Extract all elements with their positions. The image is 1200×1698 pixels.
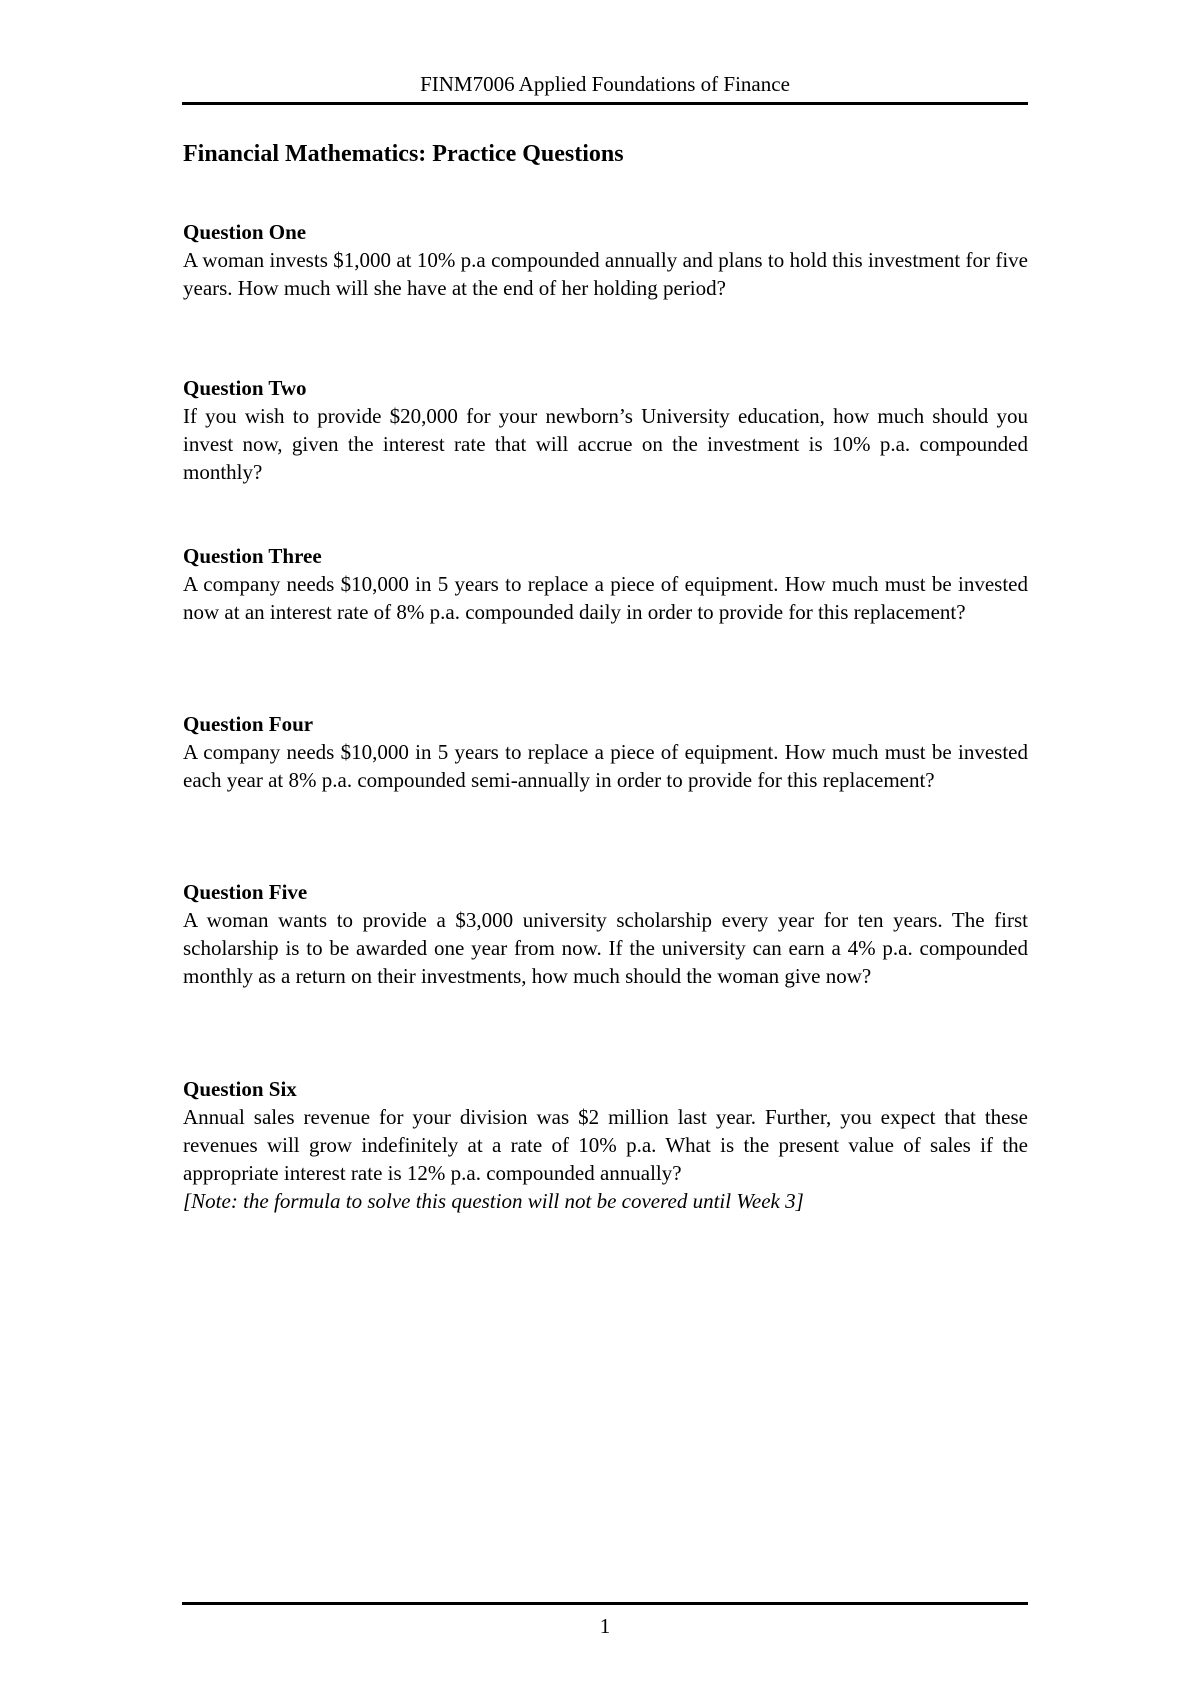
question-note: [Note: the formula to solve this question will not be covered until Week 3] bbox=[183, 1189, 804, 1213]
footer-rule bbox=[182, 1602, 1028, 1605]
question-heading: Question Four bbox=[183, 712, 314, 736]
question-four bbox=[183, 710, 1028, 794]
question-body: A company needs $10,000 in 5 years to replace a piece of equipment. How much must be invested each year at 8% p.a. compounded semi-annually in order to provide for this replacement? bbox=[183, 740, 1028, 792]
question-body: A company needs $10,000 in 5 years to replace a piece of equipment. How much must be invested now at an interest rate of 8% p.a. compounded daily in order to provide for this replacement? bbox=[183, 572, 1028, 624]
question-body: If you wish to provide $20,000 for your newborn’s University education, how much should you invest now, given the interest rate that will accrue on the investment is 10% p.a. compounded monthly? bbox=[183, 404, 1028, 484]
question-three bbox=[183, 542, 1028, 626]
question-heading: Question One bbox=[183, 220, 307, 244]
question-heading: Question Five bbox=[183, 880, 308, 904]
question-one bbox=[183, 218, 1028, 302]
question-heading: Question Two bbox=[183, 376, 307, 400]
page-header: FINM7006 Applied Foundations of Finance bbox=[420, 72, 790, 96]
question-body: Annual sales revenue for your division was $2 million last year. Further, you expect that these revenues will grow indefinitely at a rate of 10% p.a. What is the present value of sales if the appropriate interest rate is 12% p.a. compounded annually? bbox=[183, 1105, 1028, 1185]
header-rule bbox=[182, 102, 1028, 105]
question-five bbox=[183, 878, 1028, 990]
question-heading: Question Three bbox=[183, 544, 322, 568]
question-body: A woman wants to provide a $3,000 university scholarship every year for ten years. The first scholarship is to be awarded one year from now. If the university can earn a 4% p.a. compounded monthly as a return on their investments, how much should the woman give now? bbox=[183, 908, 1028, 988]
document-title: Financial Mathematics: Practice Questions bbox=[183, 141, 624, 167]
question-two bbox=[183, 374, 1028, 486]
question-six bbox=[183, 1075, 1028, 1215]
page-number: 1 bbox=[599, 1614, 611, 1638]
question-heading: Question Six bbox=[183, 1077, 297, 1101]
question-body: A woman invests $1,000 at 10% p.a compounded annually and plans to hold this investment for five years. How much will she have at the end of her holding period? bbox=[183, 248, 1028, 300]
